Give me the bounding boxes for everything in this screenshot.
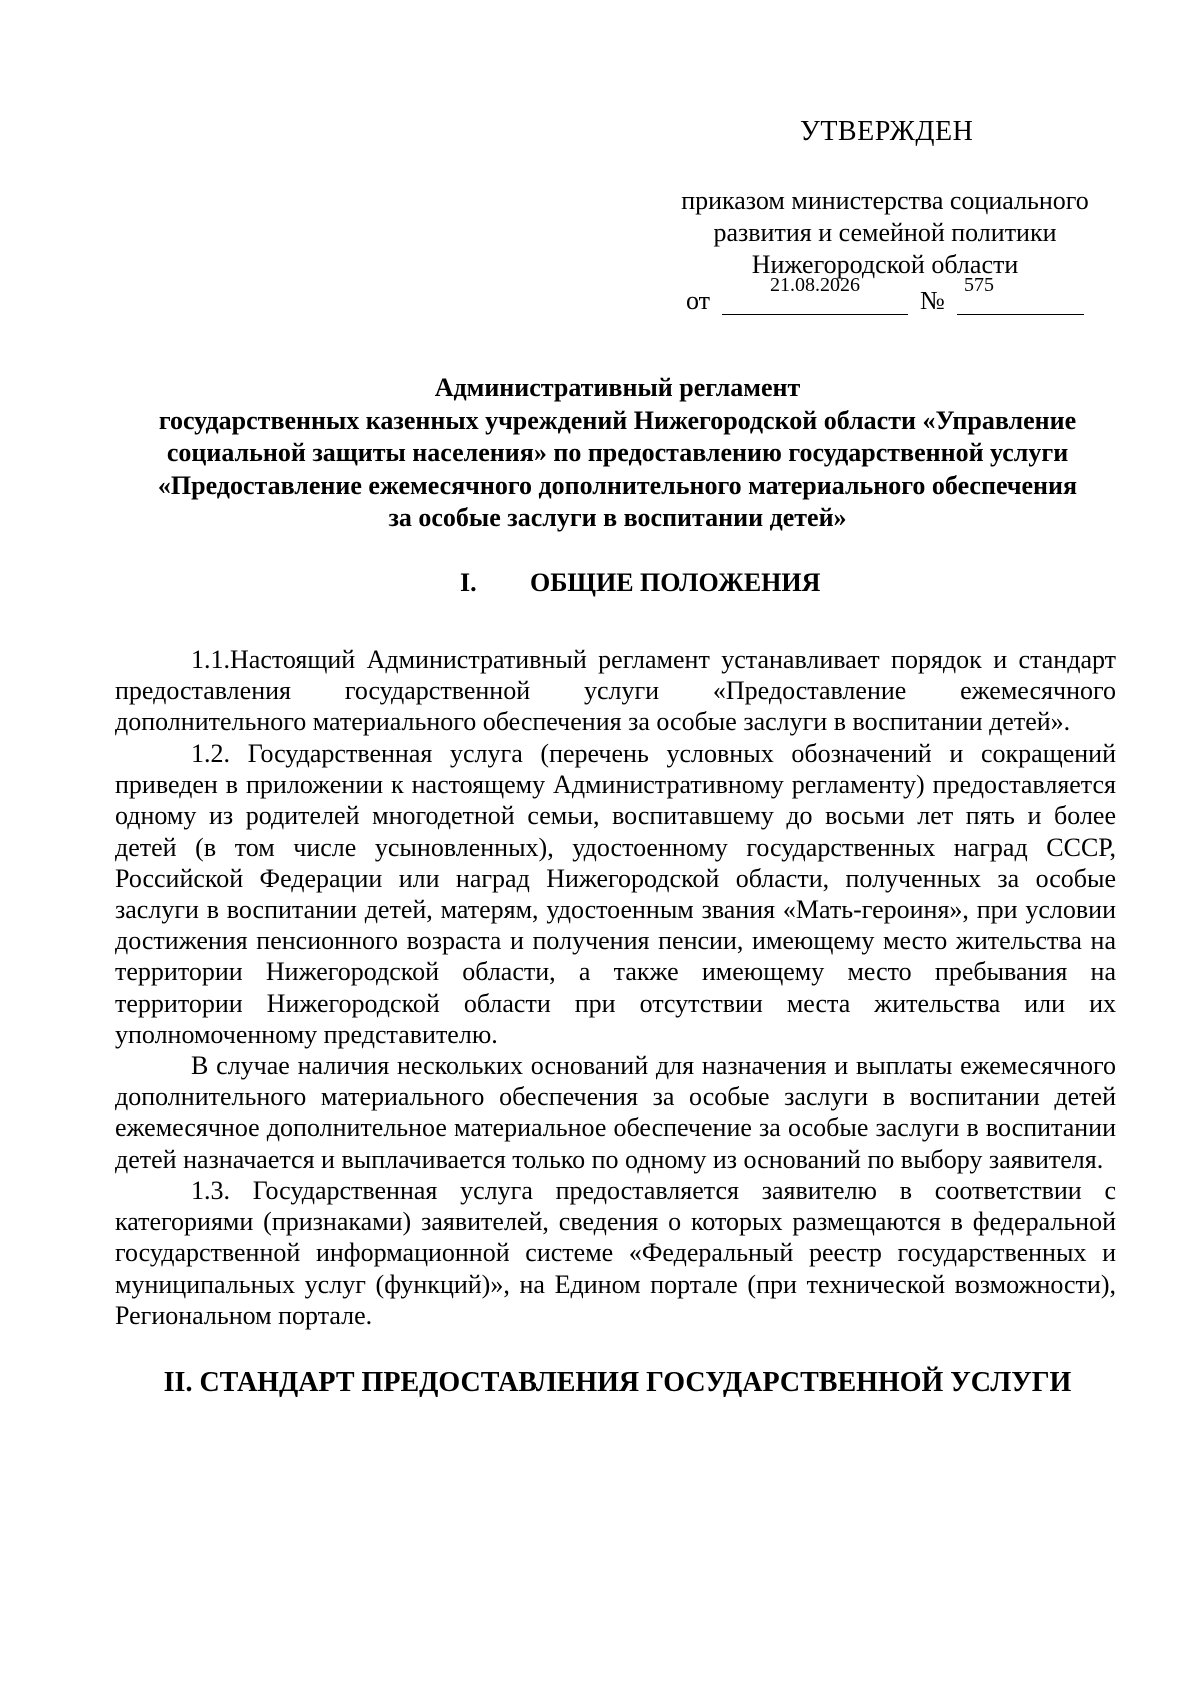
approval-line: Нижегородской области [751,250,1019,279]
document-title-line: государственных казенных учреждений Нижегородской области «Управление [158,405,1077,435]
approval-title: УТВЕРЖДЕН [800,116,974,147]
section-1-number: I. [460,568,477,597]
document-title-line: социальной защиты населения» по предоставлению государственной услуги [166,438,1069,467]
order-number-underline [957,314,1084,315]
section-2-title: II. СТАНДАРТ ПРЕДОСТАВЛЕНИЯ ГОСУДАРСТВЕННОЙ УСЛУГИ [163,1367,1072,1398]
order-date: 21.08.2026 [770,274,860,296]
approval-line: развития и семейной политики [713,218,1057,247]
order-date-underline [722,314,908,315]
paragraph-1-2: 1.2. Государственная услуга (перечень условных обозначений и сокращений приведен в приложении к настоящему Административному регламенту) предоставляется одному из родителей многодетной семьи, воспитавшему до восьми лет пять и более детей (в том числе усыновленных), удостоенному государственных наград СССР, Российской Федерации или наград Нижегородской области, полученных за особые заслуги в воспитании детей, матерям, удостоенным звания «Мать-героиня», при условии достижения пенсионного возраста и получения пенсии, имеющему место жительства на территории Нижегородской области, а также имеющему место пребывания на территории Нижегородской области при отсутствии места жительства или их уполномоченному представителю. [115,739,1116,1049]
approval-line: приказом министерства социального [681,186,1089,215]
section-1-title: ОБЩИЕ ПОЛОЖЕНИЯ [530,568,821,597]
document-title [115,372,1120,535]
document-title-line: за особые заслуги в воспитании детей» [388,503,847,532]
order-number: 575 [964,274,994,296]
paragraph-1-3: 1.3. Государственная услуга предоставляется заявителю в соответствии с категориями (признаками) заявителей, сведения о которых размещаются в федеральной государственной информационной системе «Федеральный реестр государственных и муниципальных услуг (функций)», на Едином портале (при технической возможности), Региональном портале. [115,1176,1116,1330]
order-number-label: № [920,286,945,315]
paragraph-1-1: 1.1.Настоящий Административный регламент устанавливает порядок и стандарт предоставления государственной услуги «Предоставление ежемесячного дополнительного материального обеспечения за особые заслуги в воспитании детей». [115,645,1116,737]
paragraph-1-2-continued: В случае наличия нескольких оснований для назначения и выплаты ежемесячного дополнительного материального обеспечения за особые заслуги в воспитании детей ежемесячное дополнительное материальное обеспечение за особые заслуги в воспитании детей назначается и выплачивается только по одному из оснований по выбору заявителя. [115,1051,1116,1174]
order-reference [686,274,1106,318]
document-title-line: «Предоставление ежемесячного дополнительного материального обеспечения [157,470,1078,500]
document-title-line: Административный регламент [434,373,801,402]
order-date-prefix: от [686,286,711,315]
